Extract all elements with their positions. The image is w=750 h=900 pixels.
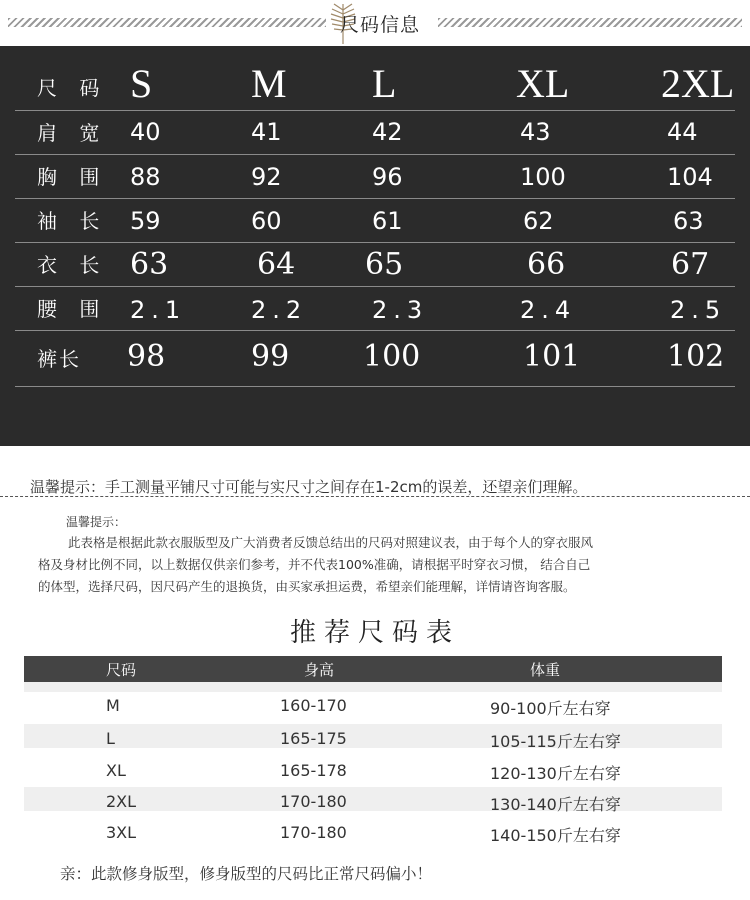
rec-height: 165-178 xyxy=(280,761,347,780)
tip-body xyxy=(38,532,708,598)
recommend-spacer-row xyxy=(24,682,722,692)
size-m: M xyxy=(251,61,287,106)
rec-height: 160-170 xyxy=(280,696,347,715)
cell-value: 88 xyxy=(130,163,161,191)
header-height: 身高 xyxy=(304,661,335,679)
rec-height: 170-180 xyxy=(280,792,347,811)
tip-main-text: 温馨提示：手工测量平铺尺寸可能与实尺寸之间存在1-2cm的误差，还望亲们理解。 xyxy=(30,478,588,496)
recommend-row xyxy=(24,692,722,720)
size-table-panel xyxy=(0,46,750,446)
header-title: 尺码信息 xyxy=(340,14,421,36)
rec-weight: 120-130斤左右穿 xyxy=(490,764,621,783)
cell-value: 67 xyxy=(671,247,710,282)
cell-value: 100 xyxy=(363,339,421,374)
cell-value: 2.2 xyxy=(251,296,308,324)
cell-value: 2.5 xyxy=(670,296,727,324)
cell-value: 66 xyxy=(527,247,566,282)
size-row-waist xyxy=(15,287,735,331)
row-label: 腰 围 xyxy=(37,297,108,321)
size-row-sleeve xyxy=(15,199,735,243)
cell-value: 40 xyxy=(130,118,161,146)
recommend-row xyxy=(24,819,722,847)
size-l: L xyxy=(372,61,397,106)
tip-heading: 温馨提示： xyxy=(66,515,127,529)
size-row-shoulder xyxy=(15,111,735,155)
hatch-decoration-left xyxy=(8,18,326,27)
hatch-decoration-right xyxy=(438,18,742,27)
cell-value: 64 xyxy=(257,247,296,282)
tip-line: 的体型，选择尺码，因尺码产生的退换货，由买家承担运费，希望亲们能理解，详情请咨询客服。 xyxy=(38,579,576,594)
rec-size: XL xyxy=(106,761,126,780)
rec-weight: 90-100斤左右穿 xyxy=(490,699,611,718)
rec-size: 3XL xyxy=(106,823,137,842)
row-label: 尺 码 xyxy=(37,76,108,100)
rec-height: 170-180 xyxy=(280,823,347,842)
tip-line: 格及身材比例不同，以上数据仅供亲们参考，并不代表100%准确，请根据平时穿衣习惯， 结合自己 xyxy=(38,557,591,572)
row-label: 衣 长 xyxy=(37,253,108,277)
cell-value: 65 xyxy=(365,247,404,282)
cell-value: 43 xyxy=(520,118,551,146)
cell-value: 42 xyxy=(372,118,403,146)
row-label: 胸 围 xyxy=(37,165,108,189)
header-bar xyxy=(0,0,750,46)
cell-value: 62 xyxy=(523,207,554,235)
dashed-divider xyxy=(0,496,750,497)
fit-note: 亲：此款修身版型，修身版型的尺码比正常尺码偏小！ xyxy=(60,865,433,883)
row-divider xyxy=(15,386,735,387)
cell-value: 99 xyxy=(251,339,290,374)
cell-value: 63 xyxy=(130,247,169,282)
rec-size: L xyxy=(106,729,115,748)
recommend-row xyxy=(24,757,722,785)
cell-value: 96 xyxy=(372,163,403,191)
recommend-title: 推荐尺码表 xyxy=(289,618,460,648)
header-size: 尺码 xyxy=(106,661,137,679)
rec-size: 2XL xyxy=(106,792,137,811)
cell-value: 102 xyxy=(667,339,725,374)
row-label: 裤长 xyxy=(37,347,81,371)
header-weight: 体重 xyxy=(530,661,561,679)
recommend-row xyxy=(24,788,722,816)
size-s: S xyxy=(130,61,153,106)
cell-value: 2.4 xyxy=(520,296,577,324)
cell-value: 63 xyxy=(673,207,704,235)
cell-value: 104 xyxy=(667,163,713,191)
cell-value: 59 xyxy=(130,207,161,235)
row-label: 袖 长 xyxy=(37,209,108,233)
size-row-length xyxy=(15,243,735,287)
size-2xl: 2XL xyxy=(661,61,735,106)
cell-value: 101 xyxy=(523,339,581,374)
tip-line: 此表格是根据此款衣服版型及广大消费者反馈总结出的尺码对照建议表，由于每个人的穿衣服风 xyxy=(68,535,594,550)
size-header-row xyxy=(15,56,735,111)
cell-value: 92 xyxy=(251,163,282,191)
rec-weight: 130-140斤左右穿 xyxy=(490,795,621,814)
size-xl: XL xyxy=(516,61,570,106)
size-row-pants-length xyxy=(15,331,735,387)
cell-value: 44 xyxy=(667,118,698,146)
cell-value: 98 xyxy=(127,339,166,374)
recommend-header-row xyxy=(24,656,722,682)
cell-value: 2.3 xyxy=(372,296,429,324)
cell-value: 2.1 xyxy=(130,296,187,324)
cell-value: 61 xyxy=(372,207,403,235)
rec-size: M xyxy=(106,696,120,715)
cell-value: 41 xyxy=(251,118,282,146)
row-label: 肩 宽 xyxy=(37,121,108,145)
cell-value: 100 xyxy=(520,163,566,191)
rec-weight: 140-150斤左右穿 xyxy=(490,826,621,845)
recommend-row xyxy=(24,725,722,753)
cell-value: 60 xyxy=(251,207,282,235)
rec-height: 165-175 xyxy=(280,729,347,748)
size-row-chest xyxy=(15,155,735,199)
rec-weight: 105-115斤左右穿 xyxy=(490,732,621,751)
